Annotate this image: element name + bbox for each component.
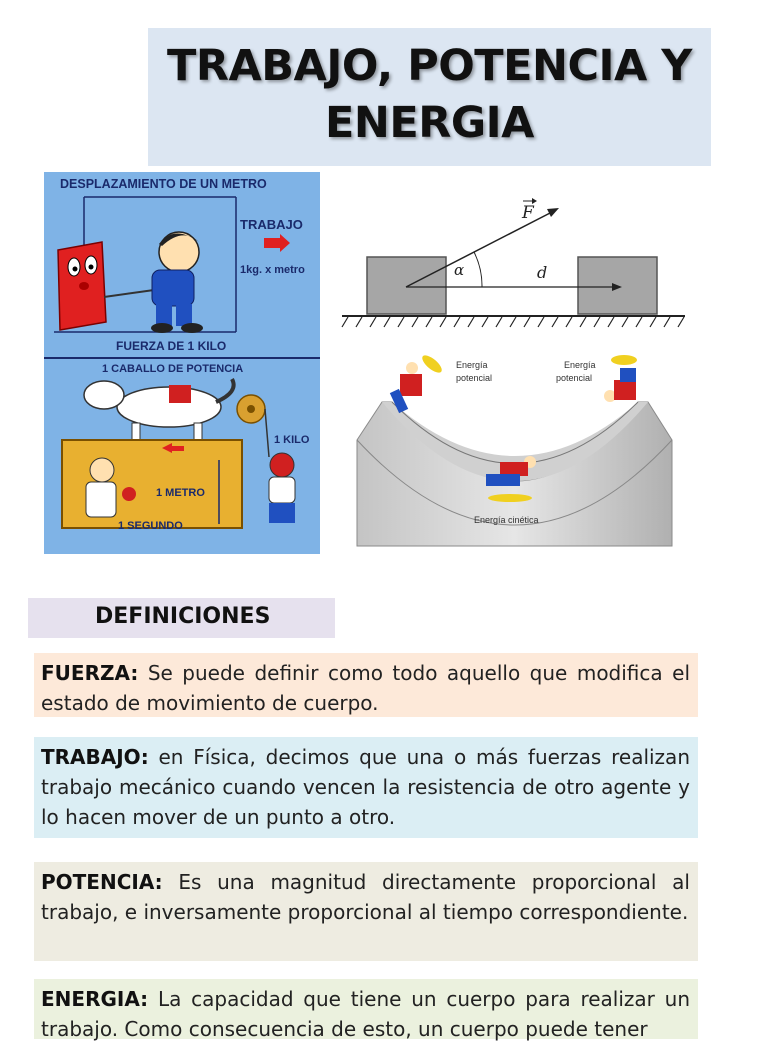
definition-text: en Física, decimos que una o más fuerzas realizan trabajo mecánico cuando vencen la resistencia de otro agente y lo hacen mover de un punto a otro. xyxy=(41,745,690,829)
work-formula: 1kg. x metro xyxy=(240,264,305,276)
right-energy-label-2: potencial xyxy=(556,373,593,383)
force-diagram xyxy=(340,190,690,330)
left-energy-label-2: potencial xyxy=(456,373,493,383)
force-label: F xyxy=(522,203,534,223)
red-block-figure xyxy=(58,242,106,330)
power-top-caption: 1 CABALLO DE POTENCIA xyxy=(102,363,244,375)
definition-text: Es una magnitud directamente proporcional al trabajo, e inversamente proporcional al tiempo correspondiente. xyxy=(41,870,690,924)
angle-arc xyxy=(474,252,482,287)
skater-left-figure xyxy=(390,352,445,413)
work-bottom-caption: FUERZA DE 1 KILO xyxy=(116,339,227,353)
page-title-line-2: ENERGIA xyxy=(325,98,534,148)
skater-right-figure xyxy=(604,355,637,402)
definition-term: FUERZA: xyxy=(41,661,139,685)
right-energy-label-1: Energía xyxy=(564,360,596,370)
definition-potencia xyxy=(34,862,698,961)
segundo-label: 1 SEGUNDO xyxy=(118,520,183,532)
trabajo-label: TRABAJO xyxy=(240,217,303,232)
hanging-boy-figure xyxy=(269,453,295,523)
metro-label: 1 METRO xyxy=(156,487,205,499)
definitions-header xyxy=(28,598,335,638)
left-energy-label-1: Energía xyxy=(456,360,488,370)
force-arrow-icon xyxy=(547,208,559,217)
definition-term: TRABAJO: xyxy=(41,745,149,769)
halfpipe-illustration xyxy=(352,350,678,550)
power-cartoon-illustration xyxy=(44,357,320,554)
definitions-header-label: DEFINICIONES xyxy=(95,604,271,629)
definition-term: POTENCIA: xyxy=(41,870,163,894)
work-top-caption: DESPLAZAMIENTO DE UN METRO xyxy=(60,177,267,191)
definition-trabajo xyxy=(34,737,698,838)
definition-text: La capacidad que tiene un cuerpo para realizar un trabajo. Como consecuencia de esto, un cuerpo puede tener xyxy=(41,987,691,1041)
kinetic-energy-label: Energía cinética xyxy=(474,515,539,525)
definition-term: ENERGIA: xyxy=(41,987,149,1011)
block-left xyxy=(367,257,446,314)
definition-fuerza xyxy=(34,653,698,717)
angle-label: α xyxy=(454,261,465,279)
definition-text: Se puede definir como todo aquello que modifica el estado de movimiento de cuerpo. xyxy=(41,661,690,715)
kilo-label: 1 KILO xyxy=(274,434,310,446)
page-title-line-1: TRABAJO, POTENCIA Y xyxy=(167,41,692,91)
title-banner xyxy=(148,28,711,166)
definition-energia xyxy=(34,979,698,1039)
distance-label: d xyxy=(537,263,548,282)
work-cartoon-illustration xyxy=(44,172,320,357)
